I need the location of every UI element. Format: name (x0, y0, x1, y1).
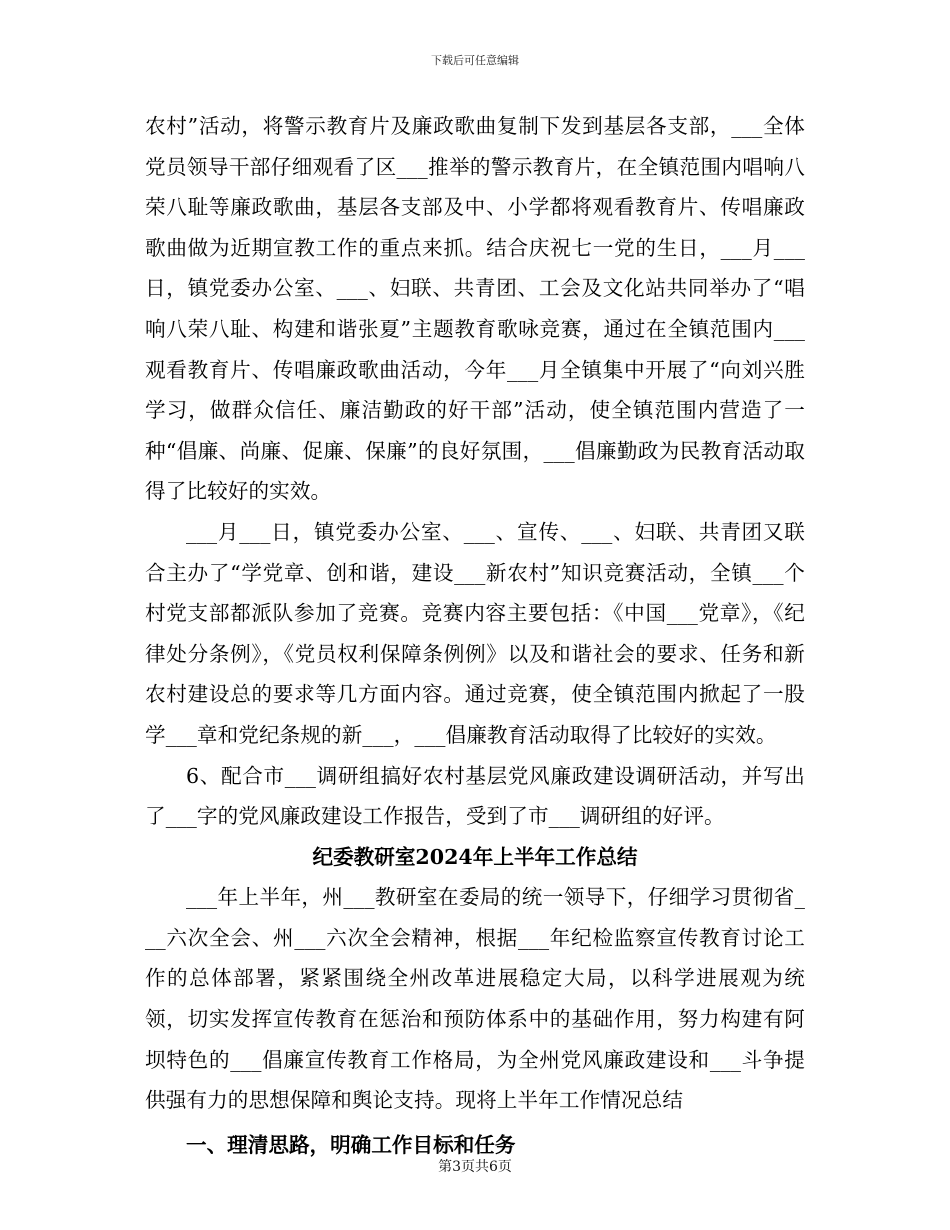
paragraph-2: ___月___日，镇党委办公室、___、宣传、___、妇联、共青团又联合主办了“学党章、创和谐，建设___新农村”知识竞赛活动，全镇___个村党支部都派队参加了竞赛。竞赛内容主要包括：《中国___党章》，《纪律处分条例》，《党员权利保障条例例》以及和谐社会的要求、任务和新农村建设总的要求等几方面内容。通过竞赛，使全镇范围内掀起了一股学___章和党纪条规的新___，___倡廉教育活动取得了比较好的实效。 (145, 519, 805, 747)
paragraph-1: 农村”活动，将警示教育片及廉政歌曲复制下发到基层各支部，___全体党员领导干部仔细观看了区___推举的警示教育片，在全镇范围内唱响八荣八耻等廉政歌曲，基层各支部及中、小学都将观看教育片、传唱廉政歌曲做为近期宣教工作的重点来抓。结合庆祝七一党的生日，___月___日，镇党委办公室、___、妇联、共青团、工会及文化站共同举办了“唱响八荣八耻、构建和谐张夏”主题教育歌咏竞赛，通过在全镇范围内___观看教育片、传唱廉政歌曲活动，今年___月全镇集中开展了“向刘兴胜学习，做群众信任、廉洁勤政的好干部”活动，使全镇范围内营造了一种“倡廉、尚廉、促廉、保廉”的良好氛围，___倡廉勤政为民教育活动取得了比较好的实效。 (145, 114, 805, 504)
document-body (145, 106, 805, 1169)
document-title: 纪委教研室2024年上半年工作总结 (312, 844, 638, 869)
page-header-note: 下载后可任意编辑 (431, 54, 519, 67)
page-number: 第3页共6页 (438, 1159, 512, 1175)
paragraph-4: ___年上半年，州___教研室在委局的统一领导下，仔细学习贯彻省___六次全会、州___六次全会精神，根据___年纪检监察宣传教育讨论工作的总体部署，紧紧围绕全州改革进展稳定大局，以科学进展观为统领，切实发挥宣传教育在惩治和预防体系中的基础作用，努力构建有阿坝特色的___倡廉宣传教育工作格局，为全州党风廉政建设和___斗争提供强有力的思想保障和舆论支持。现将上半年工作情况总结 (145, 885, 806, 1113)
paragraph-3: 6、配合市___调研组搞好农村基层党风廉政建设调研活动，并写出了___字的党风廉政建设工作报告，受到了市___调研组的好评。 (145, 763, 805, 829)
section-heading-1: 一、理清思路，明确工作目标和任务 (186, 1132, 516, 1157)
